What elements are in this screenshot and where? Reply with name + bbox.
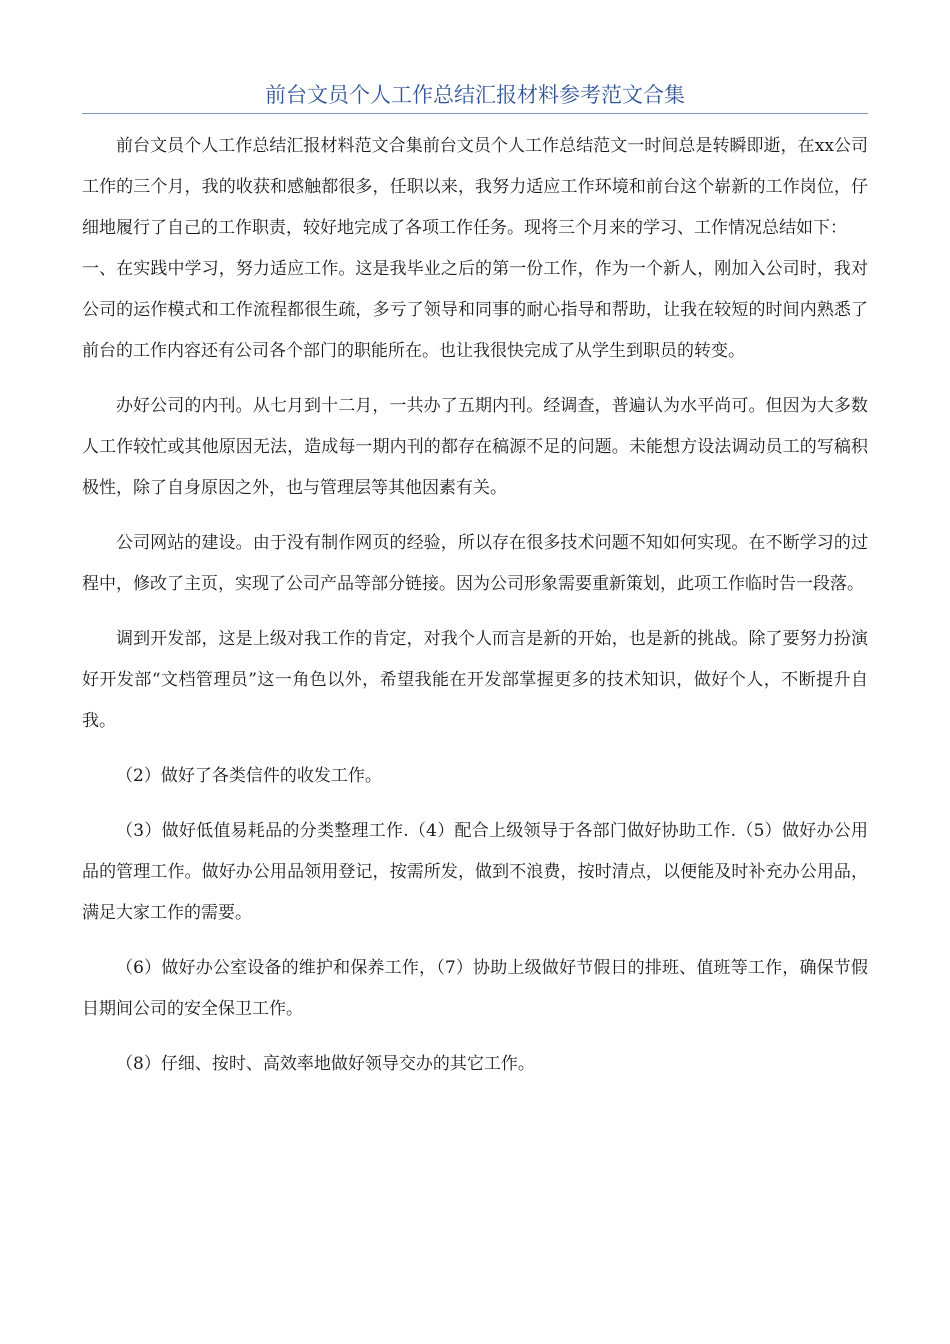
- paragraph-items-6-7: （6）做好办公室设备的维护和保养工作，（7）协助上级做好节假日的排班、值班等工作，确保节假日期间公司的安全保卫工作。: [82, 958, 868, 1019]
- paragraph-items-3-5: （3）做好低值易耗品的分类整理工作.（4）配合上级领导于各部门做好协助工作.（5）做好办公用品的管理工作。做好办公用品领用登记，按需所发，做到不浪费，按时清点，以便能及时补充办公用品，满足大家工作的需要。: [82, 821, 868, 923]
- paragraph-item-8: （8）仔细、按时、高效率地做好领导交办的其它工作。: [116, 1054, 535, 1074]
- paragraph-item-2: （2）做好了各类信件的收发工作。: [116, 766, 382, 786]
- paragraph-intro: 前台文员个人工作总结汇报材料范文合集前台文员个人工作总结范文一时间总是转瞬即逝，在xx公司工作的三个月，我的收获和感触都很多，任职以来，我努力适应工作环境和前台这个崭新的工作岗位，仔细地履行了自己的工作职责，较好地完成了各项工作任务。现将三个月来的学习、工作情况总结如下：: [82, 136, 868, 238]
- document-page: [82, 78, 868, 1085]
- paragraph-internal-journal: 办好公司的内刊。从七月到十二月，一共办了五期内刊。经调查，普遍认为水平尚可。但因为大多数人工作较忙或其他原因无法，造成每一期内刊的都存在稿源不足的问题。未能想方设法调动员工的写稿积极性，除了自身原因之外，也与管理层等其他因素有关。: [82, 396, 868, 498]
- paragraph-section-one: 一、在实践中学习，努力适应工作。这是我毕业之后的第一份工作，作为一个新人，刚加入公司时，我对公司的运作模式和工作流程都很生疏，多亏了领导和同事的耐心指导和帮助，让我在较短的时间内熟悉了前台的工作内容还有公司各个部门的职能所在。也让我很快完成了从学生到职员的转变。: [82, 259, 868, 361]
- paragraph-website: 公司网站的建设。由于没有制作网页的经验，所以存在很多技术问题不知如何实现。在不断学习的过程中，修改了主页，实现了公司产品等部分链接。因为公司形象需要重新策划，此项工作临时告一段落。: [82, 533, 868, 594]
- document-title: 前台文员个人工作总结汇报材料参考范文合集: [82, 78, 868, 114]
- paragraph-dev-department: 调到开发部，这是上级对我工作的肯定，对我个人而言是新的开始，也是新的挑战。除了要努力扮演好开发部“文档管理员”这一角色以外，希望我能在开发部掌握更多的技术知识，做好个人，不断提升自我。: [82, 629, 868, 731]
